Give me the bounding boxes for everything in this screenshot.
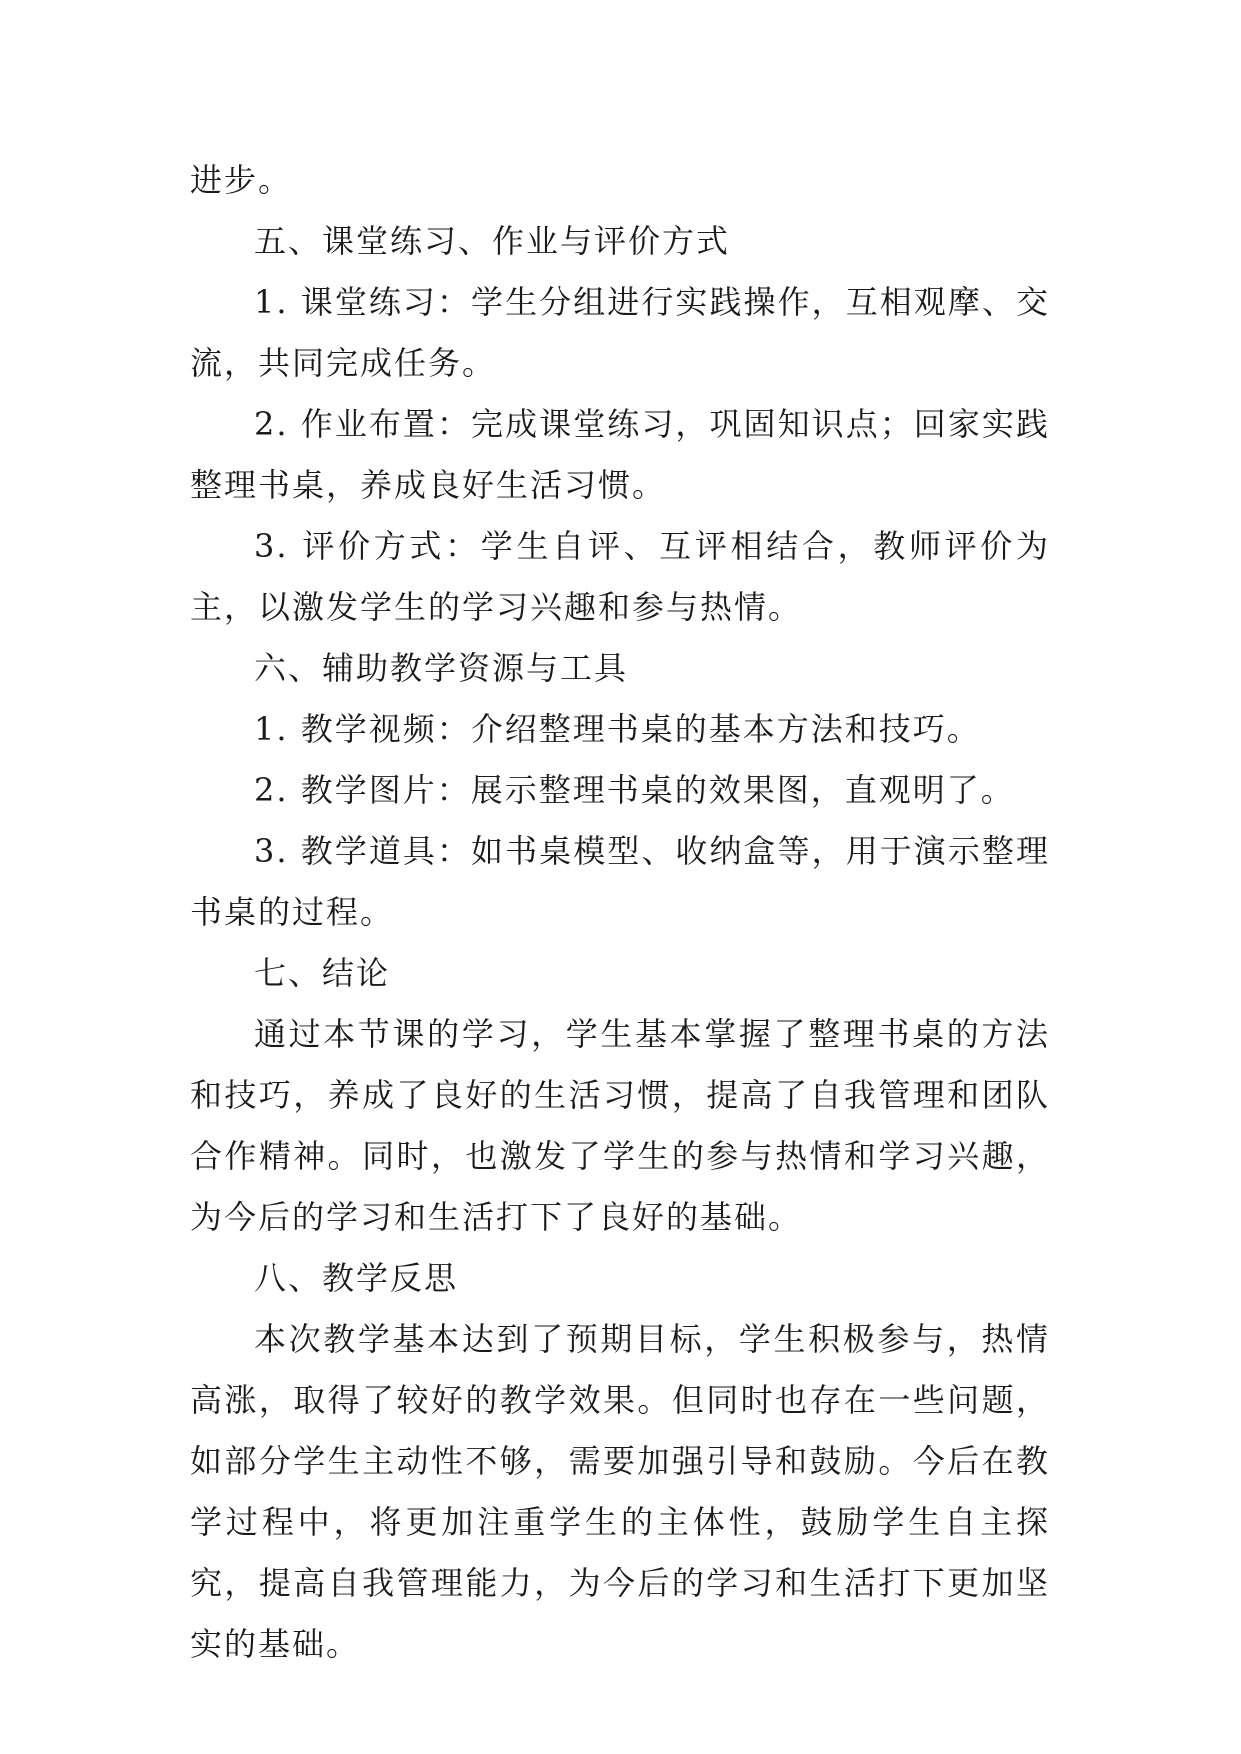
- paragraph-continuation: 进步。: [190, 161, 293, 199]
- section-heading-6: 六、辅助教学资源与工具: [254, 649, 629, 687]
- list-item: 1. 课堂练习：学生分组进行实践操作，互相观摩、交流，共同完成任务。: [190, 283, 1050, 382]
- list-item: 3. 评价方式：学生自评、互评相结合，教师评价为主，以激发学生的学习兴趣和参与热情。: [190, 527, 1050, 626]
- list-item: 2. 教学图片：展示整理书桌的效果图，直观明了。: [254, 771, 1015, 809]
- list-item: 1. 教学视频：介绍整理书桌的基本方法和技巧。: [254, 710, 981, 748]
- section-heading-5: 五、课堂练习、作业与评价方式: [254, 222, 731, 260]
- body-paragraph: 本次教学基本达到了预期目标，学生积极参与，热情高涨，取得了较好的教学效果。但同时也存在一些问题，如部分学生主动性不够，需要加强引导和鼓励。今后在教学过程中，将更加注重学生的主体性，鼓励学生自主探究，提高自我管理能力，为今后的学习和生活打下更加坚实的基础。: [190, 1320, 1050, 1663]
- list-item: 2. 作业布置：完成课堂练习，巩固知识点；回家实践整理书桌，养成良好生活习惯。: [190, 405, 1050, 504]
- section-heading-8: 八、教学反思: [254, 1259, 459, 1297]
- document-body: [190, 150, 1050, 1675]
- body-paragraph: 通过本节课的学习，学生基本掌握了整理书桌的方法和技巧，养成了良好的生活习惯，提高了自我管理和团队合作精神。同时，也激发了学生的参与热情和学习兴趣，为今后的学习和生活打下了良好的基础。: [190, 1015, 1050, 1236]
- section-heading-7: 七、结论: [254, 954, 391, 992]
- list-item: 3. 教学道具：如书桌模型、收纳盒等，用于演示整理书桌的过程。: [190, 832, 1050, 931]
